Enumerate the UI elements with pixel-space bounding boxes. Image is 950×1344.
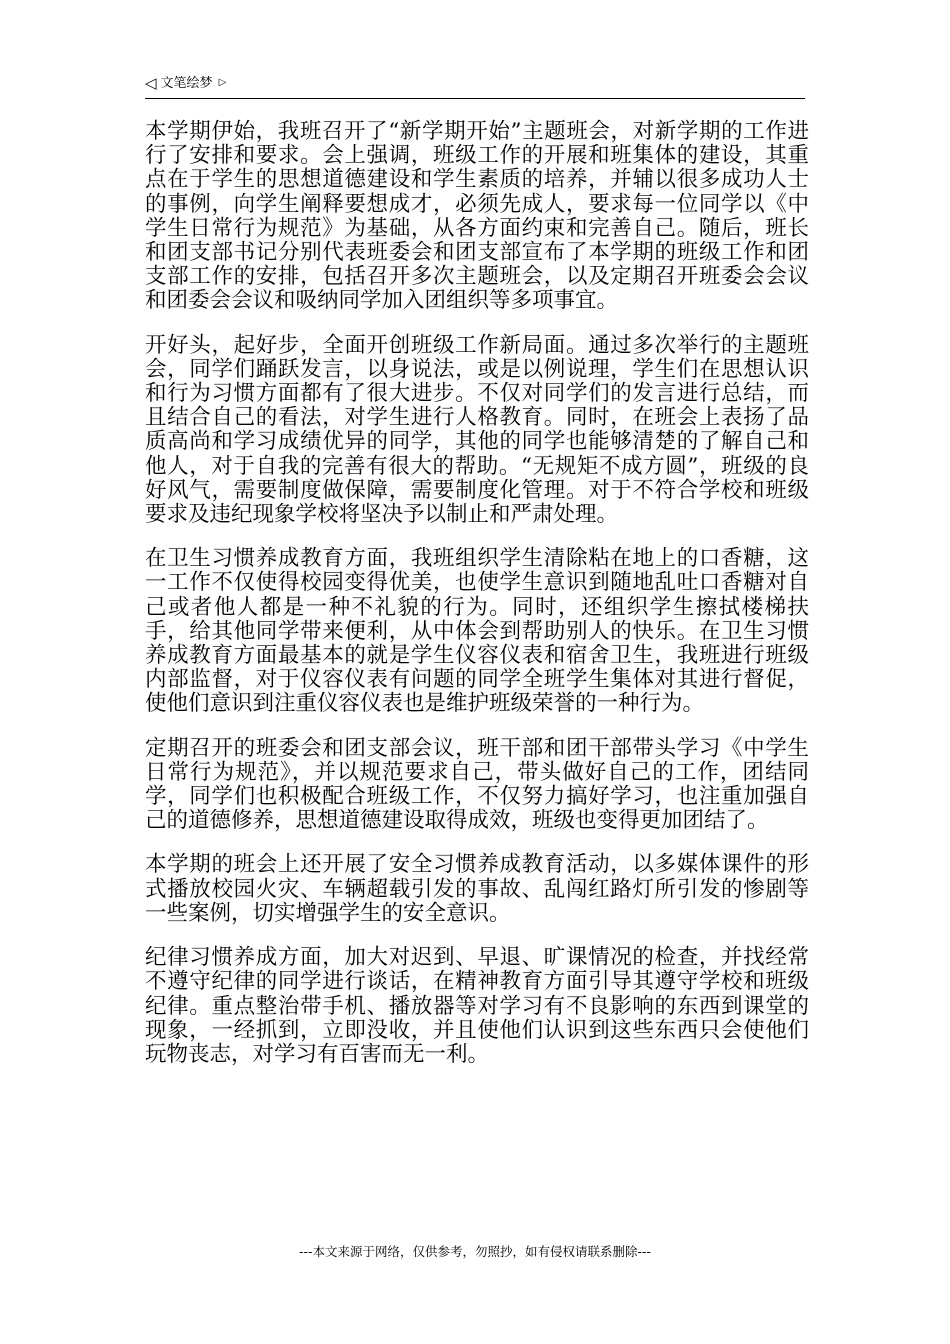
paragraph-6: 纪律习惯养成方面，加大对迟到、早退、旷课情况的检查，并找经常不遵守纪律的同学进行谈话，在精神教育方面引导其遵守学校和班级纪律。重点整治带手机、播放器等对学习有不良影响的东西到课堂的现象，一经抓到，立即没收，并且使他们认识到这些东西只会使他们玩物丧志，对学习有百害而无一利。 (145, 945, 809, 1067)
page-footer-notice: ---本文来源于网络，仅供参考，勿照抄，如有侵权请联系删除--- (298, 1244, 652, 1259)
triangle-left-icon: ◁ (145, 74, 157, 92)
page-header (145, 74, 805, 99)
paragraph-3: 在卫生习惯养成教育方面，我班组织学生清除粘在地上的口香糖，这一工作不仅使得校园变得优美，也使学生意识到随地乱吐口香糖对自己或者他人都是一种不礼貌的行为。同时，还组织学生擦拭楼梯扶手，给其他同学带来便利，从中体会到帮助别人的快乐。在卫生习惯养成教育方面最基本的就是学生仪容仪表和宿舍卫生，我班进行班级内部监督，对于仪容仪表有问题的同学全班学生集体对其进行督促，使他们意识到注重仪容仪表也是维护班级荣誉的一种行为。 (145, 546, 809, 717)
header-brand: 文笔绘梦 (160, 76, 213, 91)
paragraph-1: 本学期伊始，我班召开了“新学期开始”主题班会，对新学期的工作进行了安排和要求。会上强调，班级工作的开展和班集体的建设，其重点在于学生的思想道德建设和学生素质的培养，并辅以很多成功人士的事例，向学生阐释要想成才，必须先成人，要求每一位同学以《中学生日常行为规范》为基础，从各方面约束和完善自己。随后，班长和团支部书记分别代表班委会和团支部宣布了本学期的班级工作和团支部工作的安排，包括召开多次主题班会，以及定期召开班委会会议和团委会会议和吸纳同学加入团组织等多项事宜。 (145, 119, 809, 314)
triangle-right-icon: ▷ (218, 77, 227, 88)
paragraph-5: 本学期的班会上还开展了安全习惯养成教育活动，以多媒体课件的形式播放校园火灾、车辆超载引发的事故、乱闯红路灯所引发的惨剧等一些案例，切实增强学生的安全意识。 (145, 852, 809, 926)
document-body (145, 120, 809, 1087)
paragraph-4: 定期召开的班委会和团支部会议，班干部和团干部带头学习《中学生日常行为规范》，并以规范要求自己，带头做好自己的工作，团结同学，同学们也积极配合班级工作，不仅努力搞好学习，也注重加强自己的道德修养，思想道德建设取得成效，班级也变得更加团结了。 (145, 735, 809, 834)
paragraph-2: 开好头，起好步，全面开创班级工作新局面。通过多次举行的主题班会，同学们踊跃发言，以身说法，或是以例说理，学生们在思想认识和行为习惯方面都有了很大进步。不仅对同学们的发言进行总结，而且结合自己的看法，对学生进行人格教育。同时，在班会上表扬了品质高尚和学习成绩优异的同学，其他的同学也能够清楚的了解自己和他人，对于自我的完善有很大的帮助。“无规矩不成方圆”，班级的良好风气，需要制度做保障，需要制度化管理。对于不符合学校和班级要求及违纪现象学校将坚决予以制止和严肃处理。 (145, 332, 809, 528)
